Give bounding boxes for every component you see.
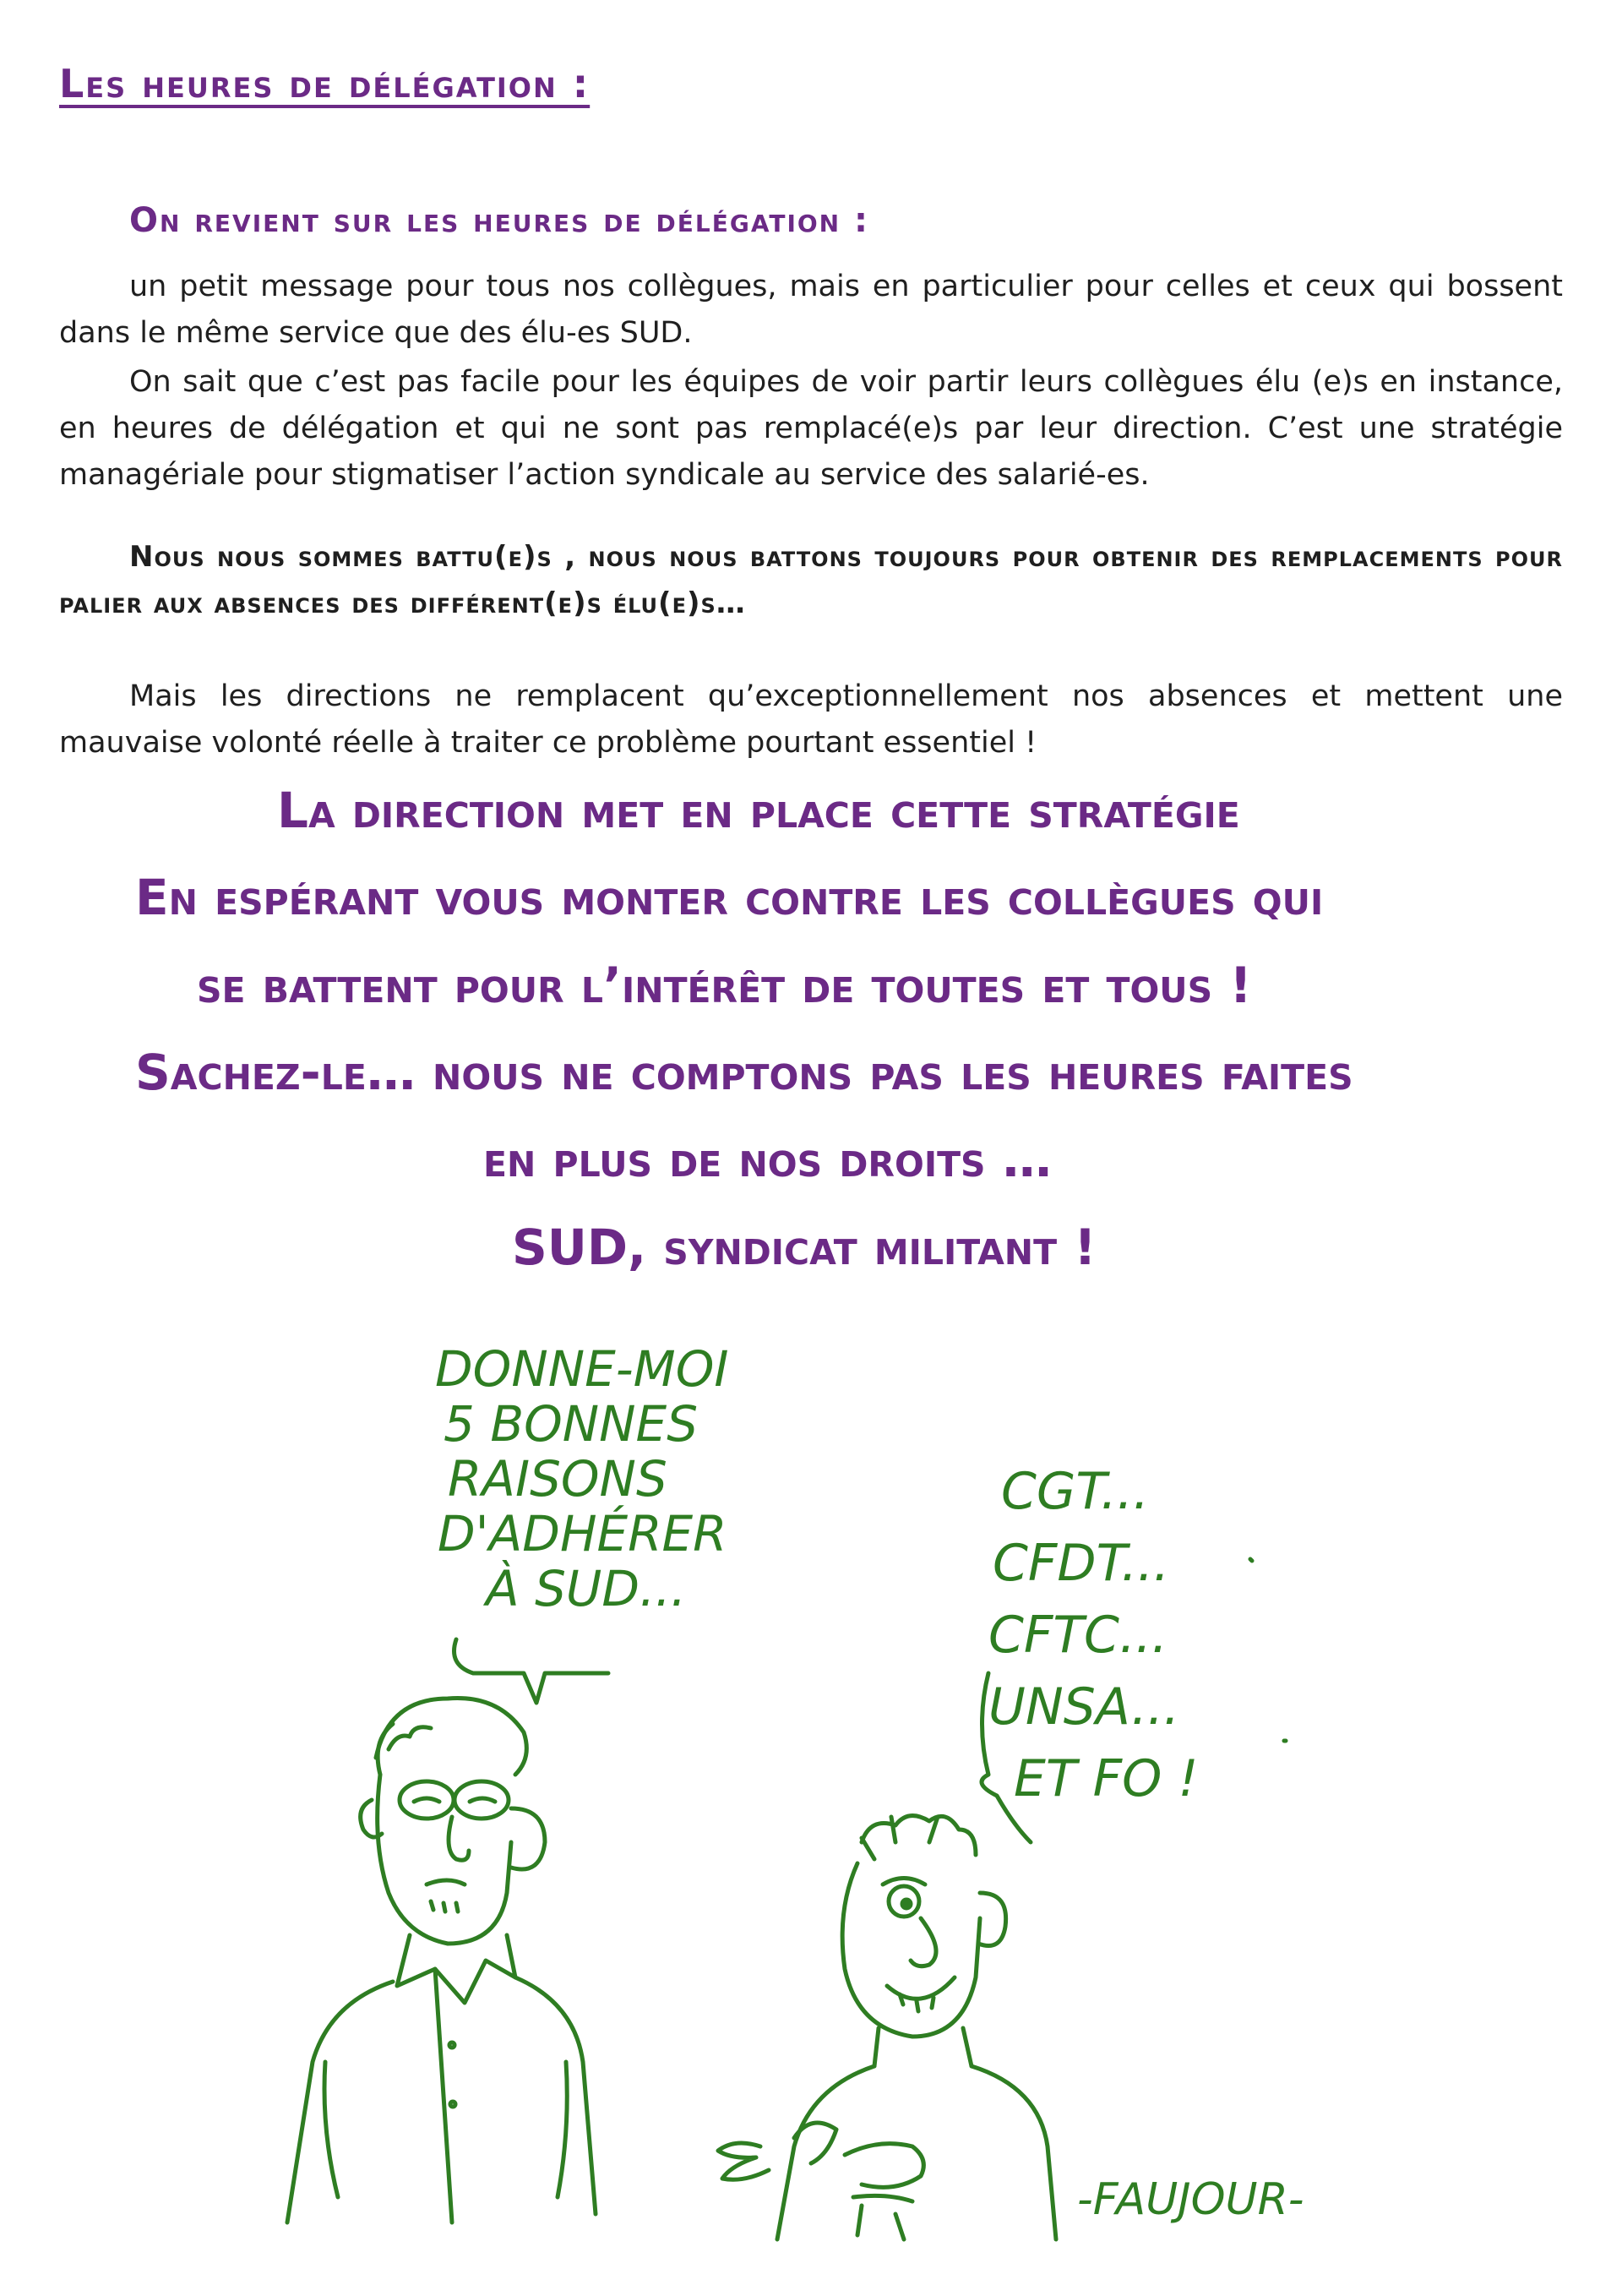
slogan-line-6: SUD, syndicat militant ! xyxy=(512,1219,1097,1276)
slogan-line-4: Sachez-le… nous ne comptons pas les heures faites xyxy=(135,1044,1353,1101)
section-subtitle: On revient sur les heures de délégation : xyxy=(129,201,870,240)
bubble-left-line-5: À SUD... xyxy=(486,1560,687,1617)
page-title: Les heures de délégation : xyxy=(59,61,591,106)
paragraph-intro: un petit message pour tous nos collègues, mais en particulier pour celles et ceux qui bossent dans le même service que des élu-es SUD. xyxy=(59,270,1563,350)
paragraph-context: On sait que c’est pas facile pour les équipes de voir partir leurs collègues élu (e)s en instance, en heures de délégation et qui ne sont pas remplacé(e)s par leur direction. C’est une stratégie managériale pour stigmatiser l’action syndicale au service des salarié-es. xyxy=(59,365,1563,492)
bubble-left-line-2: 5 BONNES xyxy=(444,1395,699,1453)
artist-signature: -FAUJOUR- xyxy=(1077,2174,1304,2225)
bubble-left-line-1: DONNE-MOI xyxy=(435,1340,729,1398)
slogan-line-5: en plus de nos droits … xyxy=(483,1131,1052,1188)
right-character xyxy=(718,1816,1056,2239)
bubble-right-line-2: CFDT... xyxy=(993,1534,1170,1593)
paragraph-emphasis: Nous nous sommes battu(e)s , nous nous battons toujours pour obtenir des remplacements pour palier aux absences des différent(e)s élu(e)s… xyxy=(59,540,1563,620)
paragraph-directions: Mais les directions ne remplacent qu’exceptionnellement nos absences et mettent une mauvaise volonté réelle à traiter ce problème pourtant essentiel ! xyxy=(59,679,1563,760)
bubble-left-line-3: RAISONS xyxy=(448,1450,667,1508)
bubble-right-line-3: CFTC... xyxy=(988,1606,1168,1665)
cartoon-drawing xyxy=(253,1301,1419,2265)
left-character xyxy=(287,1699,596,2223)
bubble-left-line-4: D'ADHÉRER xyxy=(438,1505,727,1562)
slogan-line-3: se battent pour l’intérêt de toutes et tous ! xyxy=(197,957,1252,1014)
slogan-line-1: La direction met en place cette stratégie xyxy=(277,782,1240,839)
bubble-left-outline xyxy=(454,1639,609,1703)
cartoon-illustration xyxy=(253,1301,1419,2265)
bubble-right-line-1: CGT... xyxy=(1001,1462,1150,1521)
bubble-right-line-5: ET FO ! xyxy=(1014,1749,1199,1808)
slogan-line-2: En espérant vous monter contre les collègues qui xyxy=(135,869,1324,926)
bubble-right-text xyxy=(988,1462,1199,1808)
bubble-left-text xyxy=(435,1340,728,1617)
bubble-right-line-4: UNSA... xyxy=(988,1677,1180,1737)
